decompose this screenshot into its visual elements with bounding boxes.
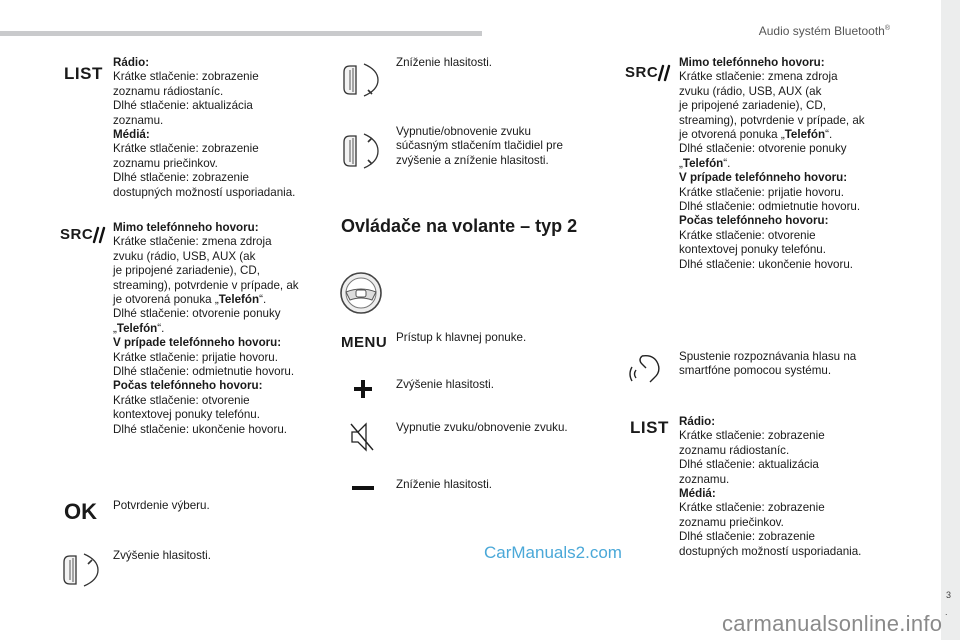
header-rule [0, 31, 482, 36]
menu-icon: MENU [341, 334, 388, 351]
list-icon-2: LIST [630, 418, 669, 437]
volume-up-description: Zvýšenie hlasitosti. [113, 549, 211, 562]
plus-description: Zvýšenie hlasitosti. [396, 378, 494, 391]
voice-description: Spustenie rozpoznávania hlasu na smartfóne pomocou systému. [679, 350, 857, 378]
page-marker: . [945, 607, 948, 617]
mute-icon [349, 420, 377, 454]
src-description-2: Mimo telefónneho hovoru: Krátke stlačenie: zmena zdroja zvuku (rádio, USB, AUX (ak je pripojené zariadenie), CD, streaming), potvrdenie v prípade, ak je otvorená ponuka „Telefón“. Dlhé stlačenie: otvorenie ponuky „Telefón“. V prípade telefónneho hovoru: Krátke stlačenie: prijatie hovoru. Dlhé stlačenie: odmietnutie hovoru. Počas telefónneho hovoru: Krátke stlačenie: otvorenie kontextovej ponuky telefónu. Dlhé stlačenie: ukončenie hovoru. [679, 56, 865, 271]
steering-wheel-icon [338, 270, 384, 316]
section-header: Audio systém Bluetooth® [758, 24, 890, 38]
voice-recognition-icon [628, 352, 664, 386]
mute-combo-description: Vypnutie/obnovenie zvuku súčasným stlačením tlačidiel pre zvýšenie a zníženie hlasitosti. [396, 125, 563, 167]
list-description-2: Rádio: Krátke stlačenie: zobrazenie zoznamu rádiostaníc. Dlhé stlačenie: aktualizácia zoznamu. Médiá: Krátke stlačenie: zobrazenie zoznamu priečinkov. Dlhé stlačenie: zobrazenie dostupných možností usporiadania. [679, 415, 862, 558]
plus-icon [352, 378, 374, 400]
minus-description: Zníženie hlasitosti. [396, 478, 493, 491]
src-description: Mimo telefónneho hovoru: Krátke stlačenie: zmena zdroja zvuku (rádio, USB, AUX (ak je pripojené zariadenie), CD, streaming), potvrdenie v prípade, ak je otvorená ponuka „Telefón“. Dlhé stlačenie: otvorenie ponuky „Telefón“. V prípade telefónneho hovoru: Krátke stlačenie: prijatie hovoru. Dlhé stlačenie: odmietnutie hovoru. Počas telefónneho hovoru: Krátke stlačenie: otvorenie kontextovej ponuky telefónu. Dlhé stlačenie: ukončenie hovoru. [113, 221, 299, 436]
ok-description: Potvrdenie výberu. [113, 499, 210, 512]
src-phone-icon-2: SRC [625, 64, 669, 84]
watermark-carmanuals2: CarManuals2.com [484, 543, 622, 562]
menu-description: Prístup k hlavnej ponuke. [396, 331, 527, 344]
mute-description: Vypnutie zvuku/obnovenie zvuku. [396, 421, 568, 434]
minus-icon [352, 486, 374, 492]
watermark-carmanualsonline: carmanualsonline.info [722, 611, 943, 636]
volume-down-description: Zníženie hlasitosti. [396, 56, 493, 69]
page-number: 3 [946, 590, 952, 600]
src-phone-icon: SRC [60, 226, 104, 246]
ok-icon: OK [64, 499, 97, 524]
list-description: Rádio: Krátke stlačenie: zobrazenie zoznamu rádiostaníc. Dlhé stlačenie: aktualizácia zoznamu. Médiá: Krátke stlačenie: zobrazenie zoznamu priečinkov. Dlhé stlačenie: zobrazenie dostupných možností usporiadania. [113, 56, 296, 199]
volume-down-control-icon [338, 60, 382, 100]
section-heading: Ovládače na volante – typ 2 [341, 216, 578, 236]
volume-up-control-icon [58, 550, 102, 590]
mute-combo-control-icon [338, 130, 382, 174]
list-icon: LIST [64, 64, 103, 83]
page-edge-bar [941, 0, 960, 640]
